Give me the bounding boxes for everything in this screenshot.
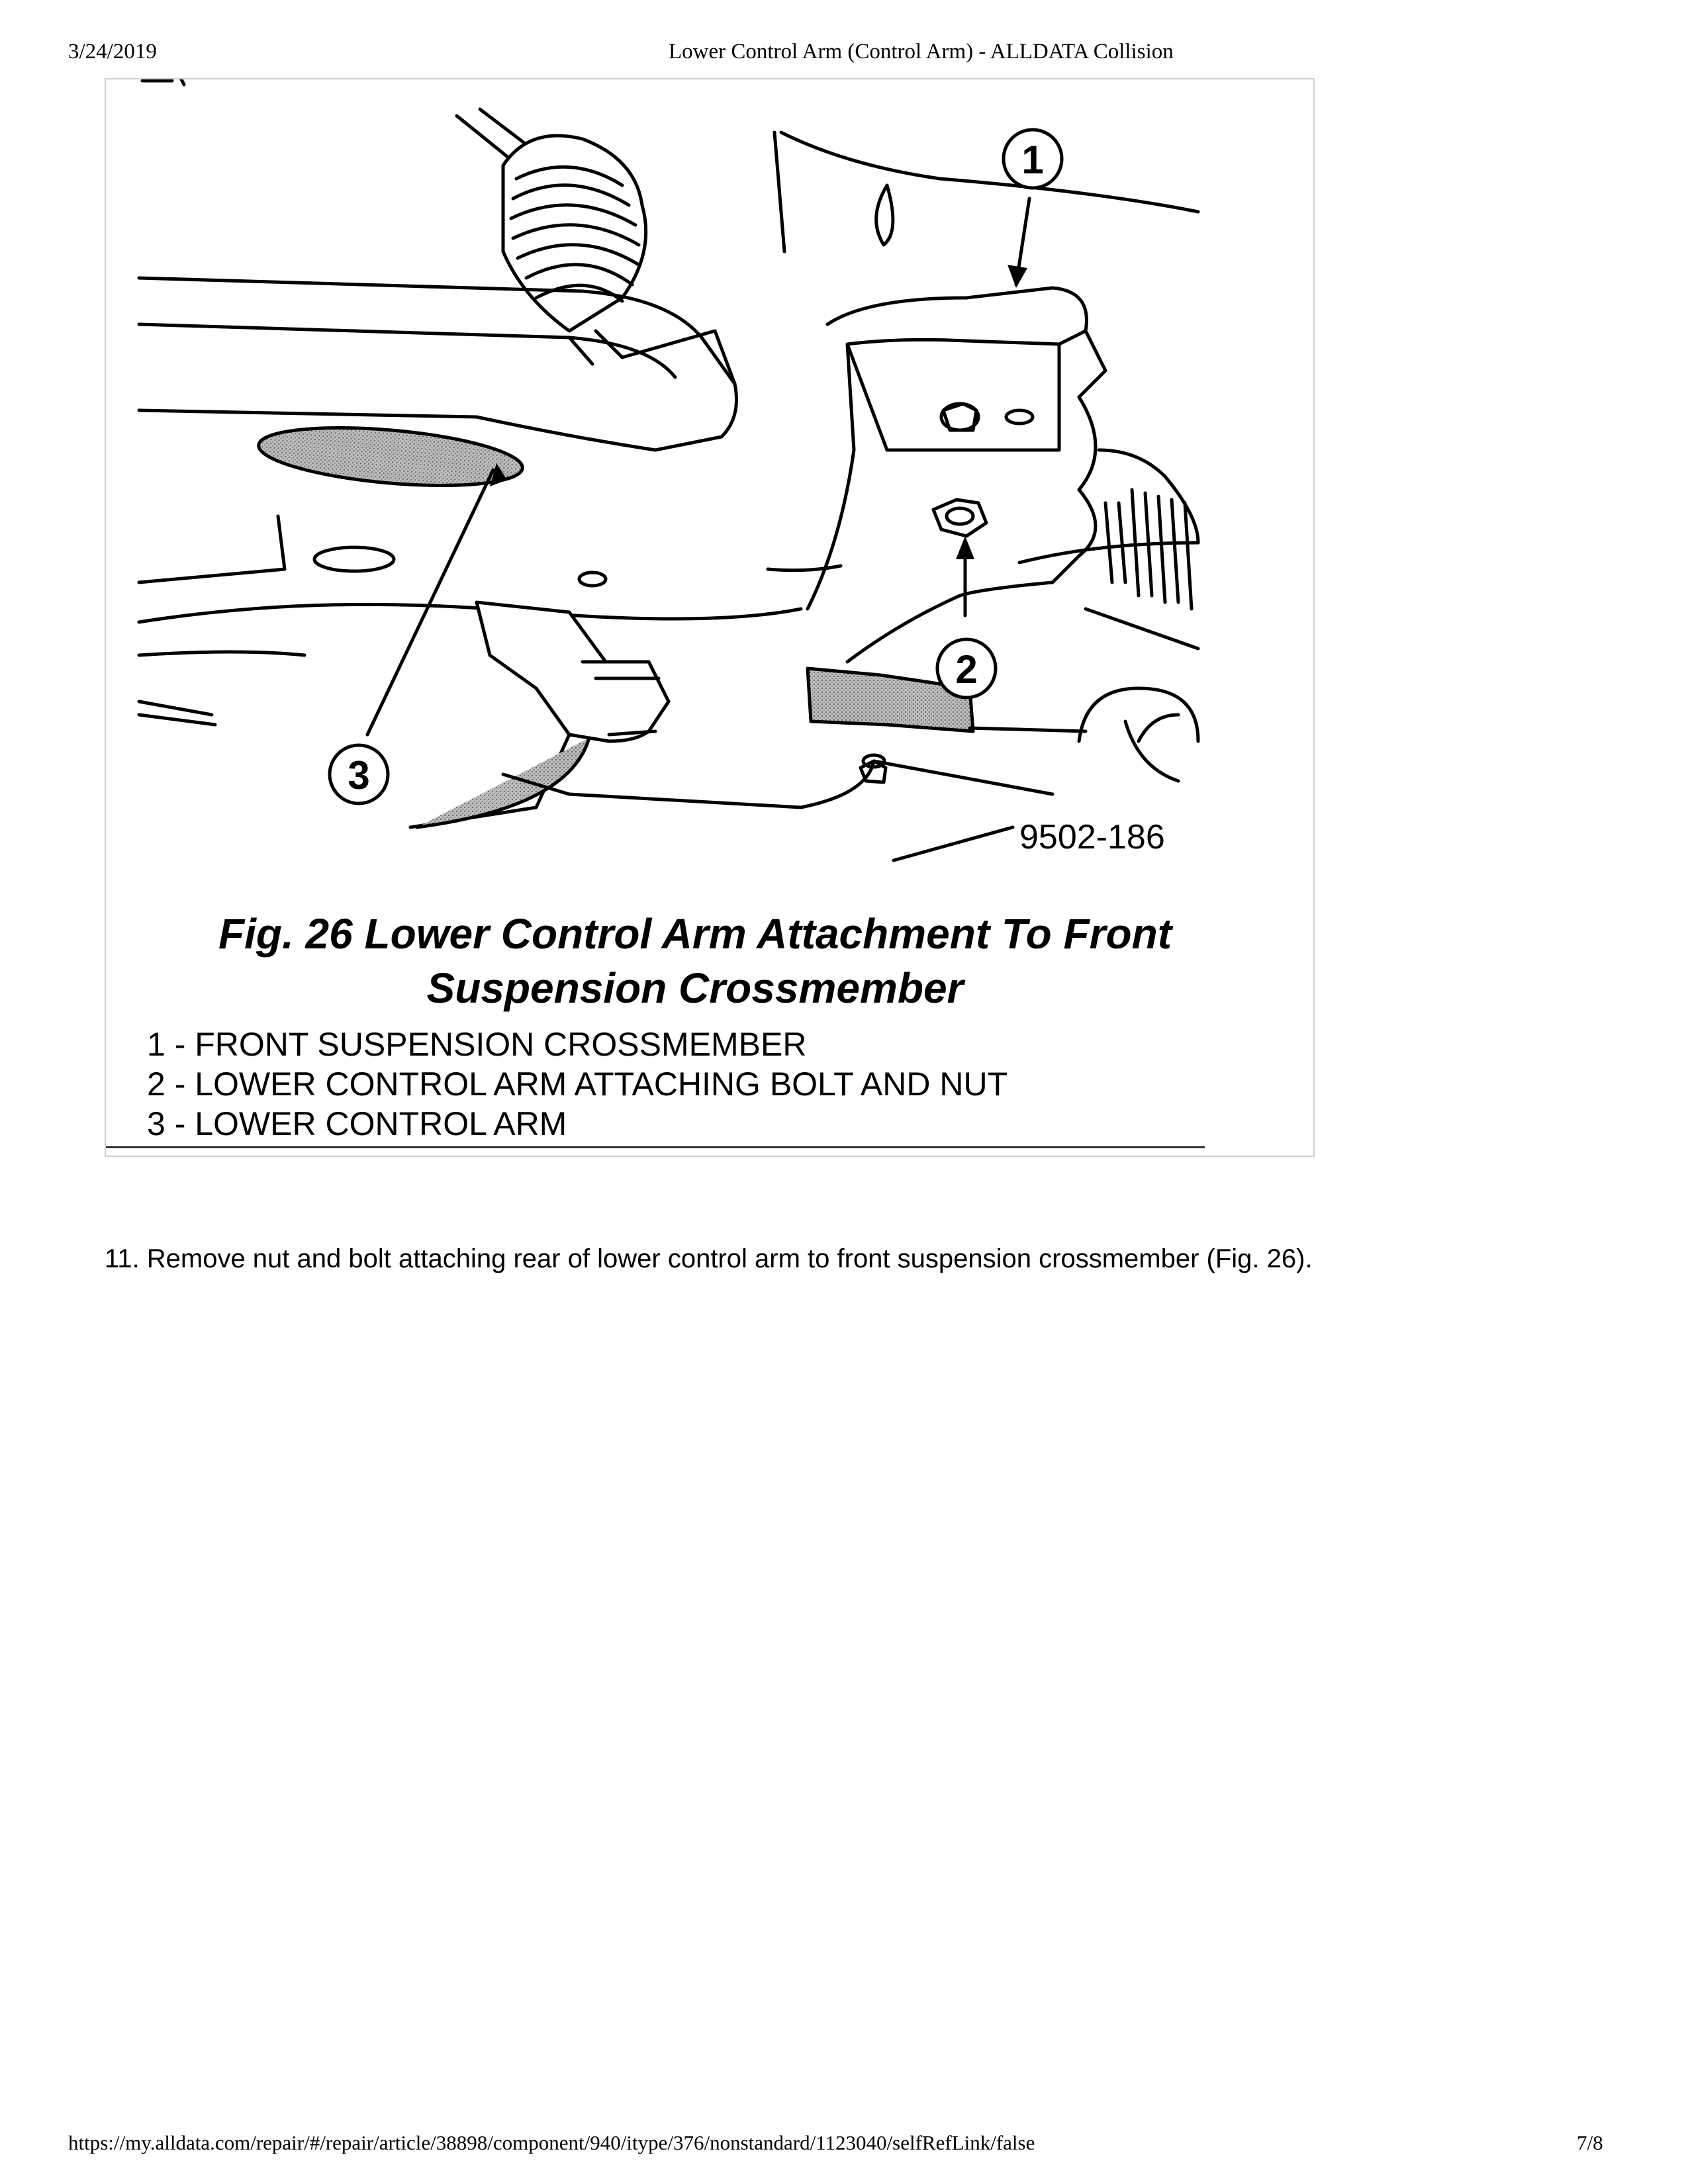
legend-item: 3 - LOWER CONTROL ARM [147,1105,567,1142]
figure-frame [105,78,1315,1157]
part-number-leader [894,827,1013,860]
figure-caption-line1: Fig. 26 Lower Control Arm Attachment To Front [218,910,1172,958]
procedure-step: 11. Remove nut and bolt attaching rear of lower control arm to front suspension crossmember (Fig. 26). [105,1244,1313,1273]
callout-1-arrowhead [1008,265,1027,288]
callout-3-leader [367,470,493,735]
callout-3-label: 3 [348,753,370,797]
legend-item: 2 - LOWER CONTROL ARM ATTACHING BOLT AND NUT [147,1066,1008,1103]
legend-item: 1 - FRONT SUSPENSION CROSSMEMBER [147,1026,807,1063]
callout-2-label: 2 [955,647,978,692]
print-date: 3/24/2019 [68,40,157,64]
callout-1-label: 1 [1021,138,1044,182]
part-number-label: 9502-186 [1019,818,1165,856]
bracket-shape [139,602,669,827]
figure-legend [147,1024,1008,1144]
figure-divider [106,1146,1205,1148]
cv-boot [503,136,646,364]
callout-2-arrowhead [956,536,974,559]
figure-caption-line2: Suspension Crossmember [426,964,964,1012]
lower-control-arm-shape [139,278,801,655]
page-number: 7/8 [1577,2131,1603,2154]
crossmember-shape [314,132,1198,662]
page-title: Lower Control Arm (Control Arm) - ALLDATA Collision [669,40,1174,64]
figure-caption [126,907,1264,1015]
page-url: https://my.alldata.com/repair/#/repair/article/38898/component/940/itype/376/nonstandard/1123040/selfRefLink/false [68,2131,1035,2154]
